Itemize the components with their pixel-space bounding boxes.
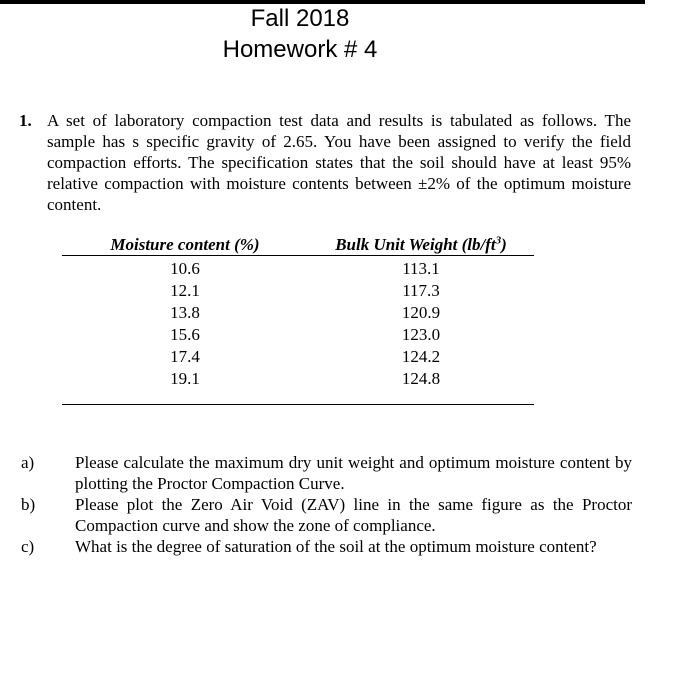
homework-title: Homework # 4	[222, 36, 378, 63]
table-cell-unit-weight: 117.3	[402, 281, 440, 300]
table-cell-unit-weight: 124.2	[401, 347, 441, 366]
table-cell-moisture: 10.6	[170, 259, 200, 278]
table-cell-moisture: 17.4	[170, 347, 200, 366]
unit-weight-header-text: Bulk Unit Weight (lb/ft	[335, 235, 496, 254]
unit-weight-column-header	[308, 234, 534, 255]
term-title: Fall 2018	[250, 5, 350, 32]
unit-weight-header-superscript: 3	[495, 234, 502, 247]
table-cell-unit-weight: 123.0	[401, 325, 441, 344]
table-cell-moisture: 19.1	[170, 369, 200, 388]
question-number: 1.	[19, 111, 32, 130]
unit-weight-header-close: )	[501, 235, 507, 254]
table-header-rule	[62, 255, 534, 256]
part-c-text: What is the degree of saturation of the soil at the optimum moisture content?	[75, 537, 597, 556]
table-cell-moisture: 12.1	[170, 281, 200, 300]
table-bottom-rule	[62, 404, 534, 405]
part-b-label: b)	[21, 495, 36, 514]
table-cell-moisture: 15.6	[170, 325, 200, 344]
part-a-label: a)	[21, 453, 35, 472]
part-a-text: Please calculate the maximum dry unit weight and optimum moisture content by plotting the Proctor Compaction Curve.	[75, 453, 632, 493]
table-cell-moisture: 13.8	[170, 303, 200, 322]
moisture-column-header: Moisture content (%)	[110, 235, 260, 254]
table-cell-unit-weight: 113.1	[402, 259, 440, 278]
table-cell-unit-weight: 120.9	[401, 303, 441, 322]
table-cell-unit-weight: 124.8	[401, 369, 441, 388]
part-c-label: c)	[21, 537, 35, 556]
part-b-text: Please plot the Zero Air Void (ZAV) line in the same figure as the Proctor Compaction curve and show the zone of compliance.	[75, 495, 632, 535]
top-border-line	[0, 0, 645, 4]
question-text: A set of laboratory compaction test data and results is tabulated as follows. The sample has s specific gravity of 2.65. You have been assigned to verify the field compaction efforts. The specification states that the soil should have at least 95% relative compaction with moisture contents between ±2% of the optimum moisture content.	[47, 111, 631, 214]
